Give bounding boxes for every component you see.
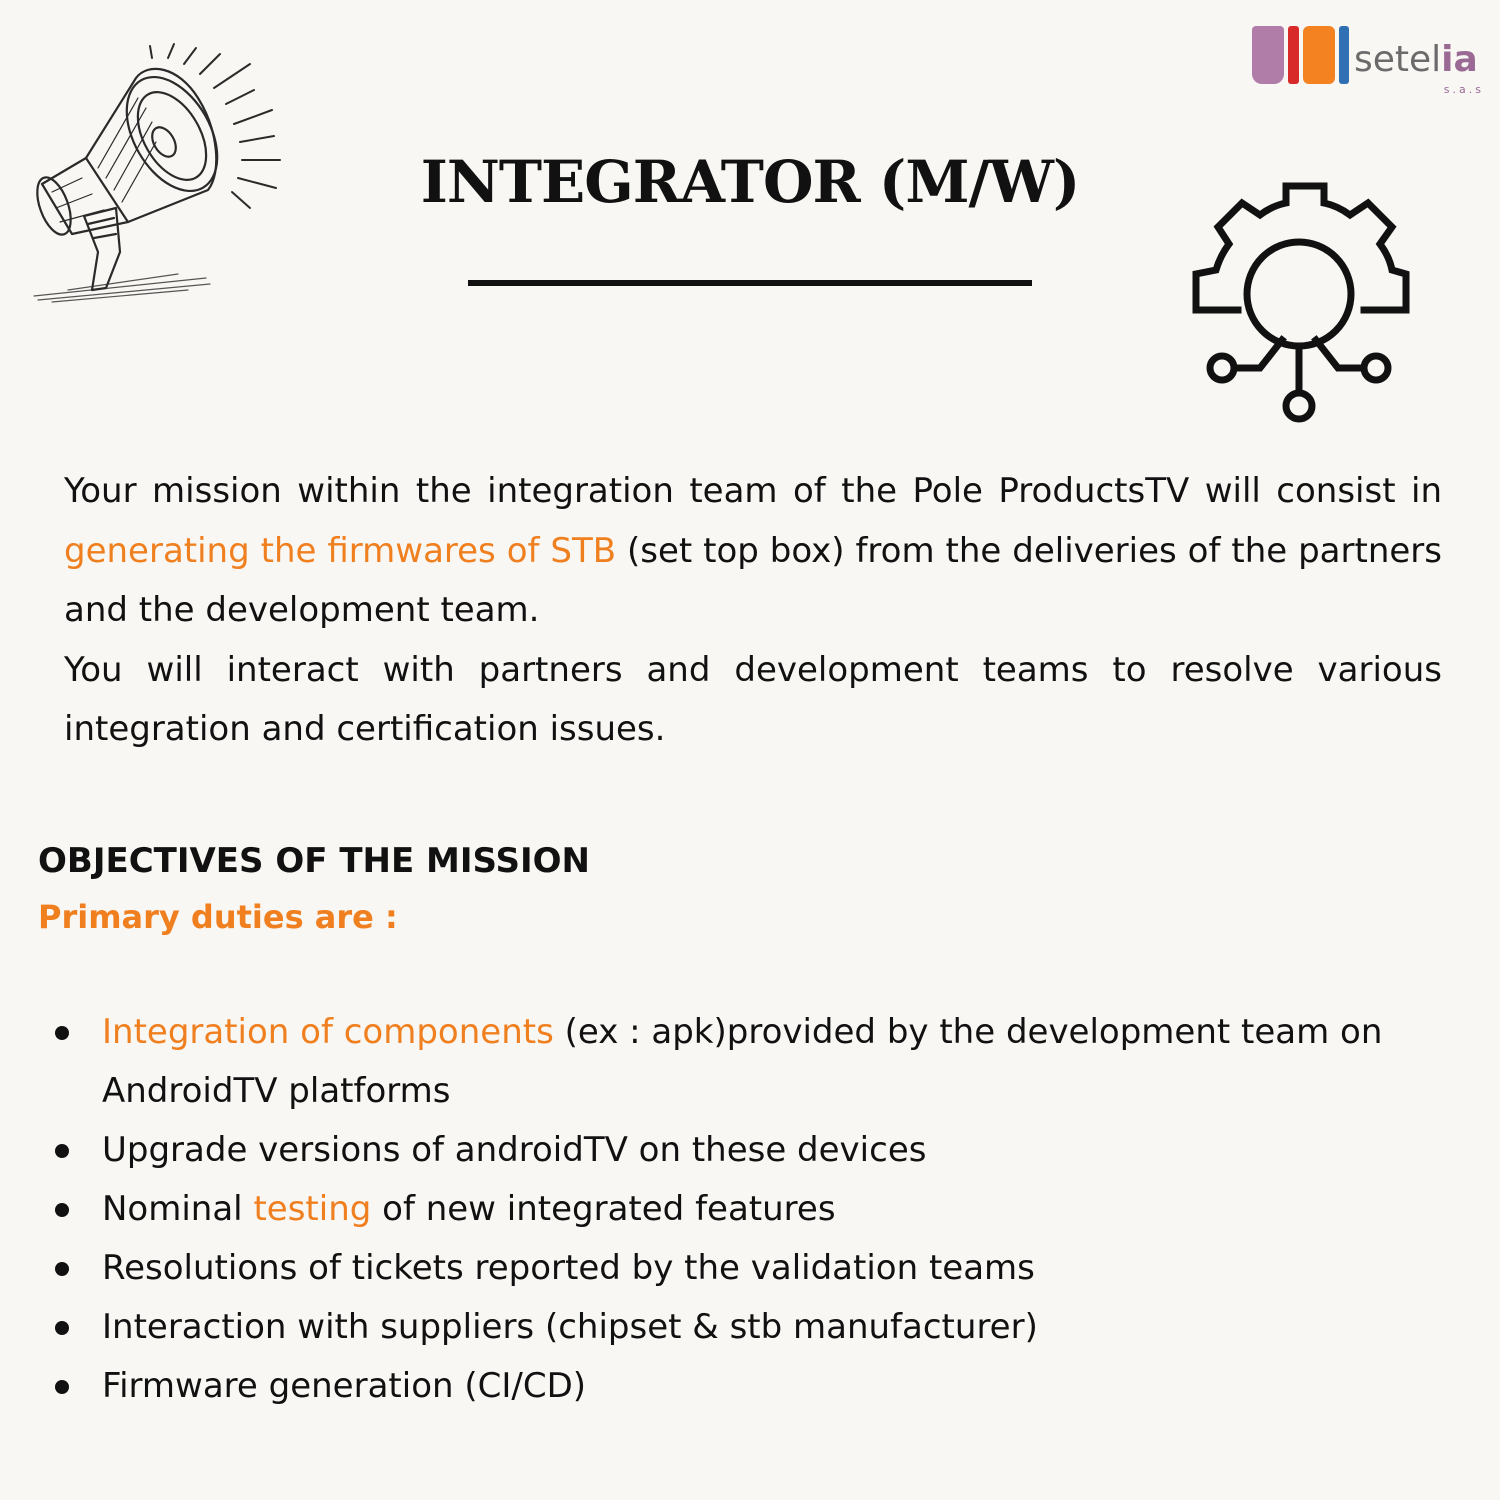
- logo-text-start: setel: [1354, 39, 1442, 80]
- duty-text: Resolutions of tickets reported by the validation teams: [102, 1248, 1035, 1288]
- logo-bar-purple: [1252, 26, 1284, 84]
- logo-bar-blue: [1339, 26, 1349, 84]
- list-item: [102, 1003, 1442, 1121]
- title-underline: [468, 280, 1032, 286]
- logo-subtitle: s.a.s: [1443, 83, 1484, 96]
- intro-paragraph-2: You will interact with partners and development teams to resolve various integration and certification issues.: [64, 649, 1442, 749]
- duty-text: Firmware generation (CI/CD): [102, 1366, 587, 1406]
- intro-p1-start: Your mission within the integration team of the Pole ProductsTV will consist in: [64, 471, 1442, 511]
- list-item: [102, 1298, 1442, 1357]
- logo-bar-red: [1288, 26, 1299, 84]
- list-item: [102, 1357, 1442, 1416]
- duty-text: Interaction with suppliers (chipset & stb manufacturer): [102, 1307, 1038, 1347]
- logo-bar-orange: [1303, 26, 1335, 84]
- logo-text-end: ia: [1441, 39, 1478, 80]
- duty-text-after: of new integrated features: [371, 1189, 836, 1229]
- gear-network-icon: [1178, 178, 1420, 430]
- intro-p1-highlight: generating the firmwares of STB: [64, 530, 617, 571]
- duty-text: Upgrade versions of androidTV on these devices: [102, 1130, 927, 1170]
- intro-p1-end: (set top box) from the deliveries of the partners and the development team.: [64, 530, 1442, 630]
- duty-text: (ex : apk)provided by the development team on AndroidTV platforms: [102, 1012, 1383, 1111]
- list-item: [102, 1121, 1442, 1180]
- duty-highlight: Integration of components: [102, 1012, 554, 1052]
- page-title: INTEGRATOR (M/W): [420, 148, 1080, 216]
- logo-wordmark: [1354, 38, 1478, 82]
- duty-highlight: testing: [253, 1189, 372, 1229]
- objectives-heading: OBJECTIVES OF THE MISSION: [38, 841, 590, 881]
- mission-description: [64, 462, 1442, 760]
- setelia-logo: [1250, 22, 1486, 98]
- duty-text-before: Nominal: [102, 1189, 254, 1229]
- duties-list: [102, 1003, 1442, 1416]
- intro-paragraph-1: [64, 462, 1442, 641]
- duties-subheading: Primary duties are :: [38, 898, 398, 936]
- list-item: [102, 1180, 1442, 1239]
- list-item: [102, 1239, 1442, 1298]
- megaphone-icon: [28, 38, 290, 306]
